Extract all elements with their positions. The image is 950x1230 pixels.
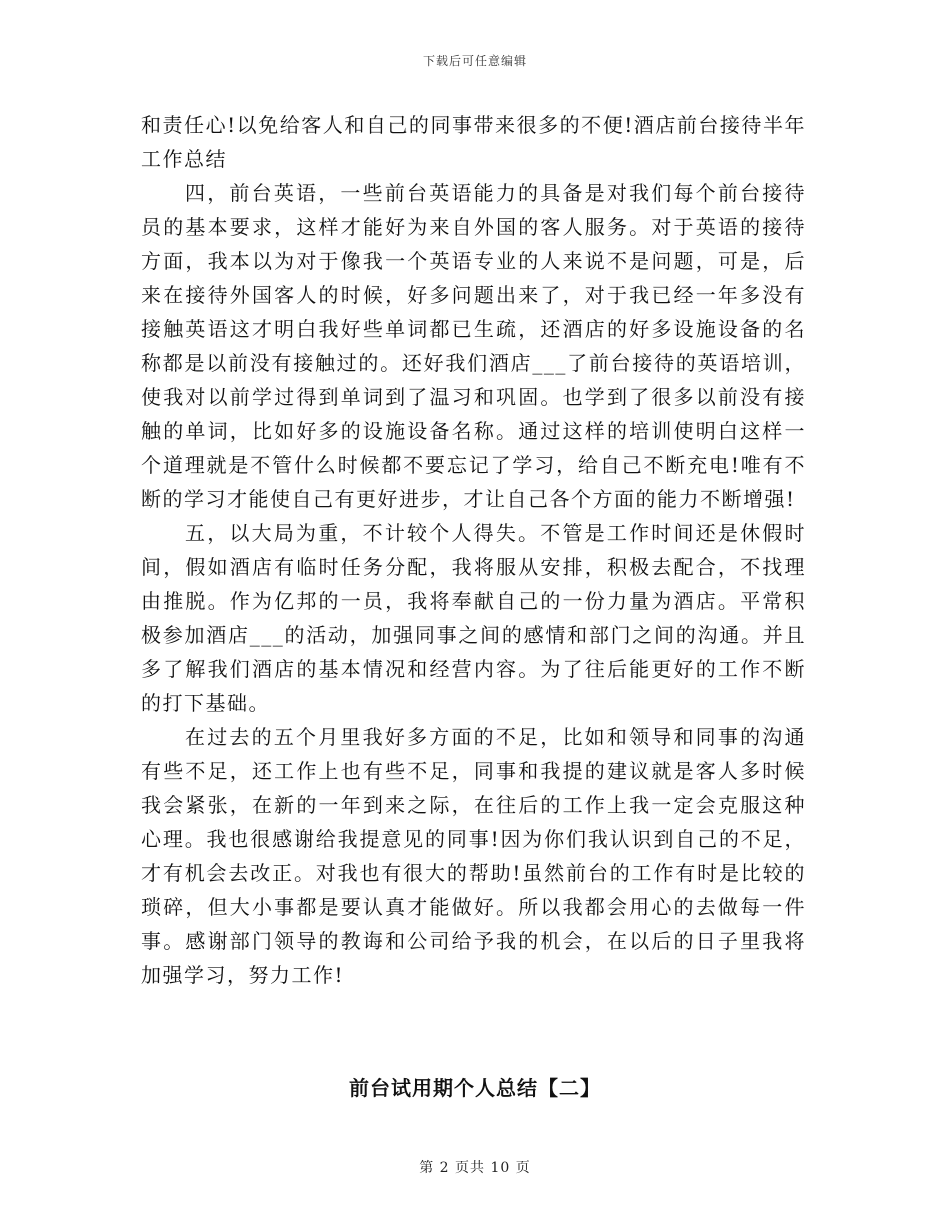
paragraph-3: 五，以大局为重，不计较个人得失。不管是工作时间还是休假时间，假如酒店有临时任务分配，我将服从安排，积极去配合，不找理由推脱。作为亿邦的一员，我将奉献自己的一份力量为酒店。平常积极参加酒店___的活动，加强同事之间的感情和部门之间的沟通。并且多了解我们酒店的基本情况和经营内容。为了往后能更好的工作不断的打下基础。 xyxy=(141,521,806,715)
paragraph-1: 和责任心!以免给客人和自己的同事带来很多的不便!酒店前台接待半年工作总结 xyxy=(141,113,806,171)
section-heading: 前台试用期个人总结【二】 xyxy=(349,1076,601,1100)
page-number: 第 2 页共 10 页 xyxy=(419,1160,531,1176)
paragraph-2: 四，前台英语，一些前台英语能力的具备是对我们每个前台接待员的基本要求，这样才能好为来自外国的客人服务。对于英语的接待方面，我本以为对于像我一个英语专业的人来说不是问题，可是，后来在接待外国客人的时候，好多问题出来了，对于我已经一年多没有接触英语这才明白我好些单词都已生疏，还酒店的好多设施设备的名称都是以前没有接触过的。还好我们酒店___了前台接待的英语培训，使我对以前学过得到单词到了温习和巩固。也学到了很多以前没有接触的单词，比如好多的设施设备名称。通过这样的培训使明白这样一个道理就是不管什么时候都不要忘记了学习，给自己不断充电!唯有不断的学习才能使自己有更好进步，才让自己各个方面的能力不断增强! xyxy=(141,181,806,511)
paragraph-4: 在过去的五个月里我好多方面的不足，比如和领导和同事的沟通有些不足，还工作上也有些不足，同事和我提的建议就是客人多时候我会紧张，在新的一年到来之际，在往后的工作上我一定会克服这种心理。我也很感谢给我提意见的同事!因为你们我认识到自己的不足，才有机会去改正。对我也有很大的帮助!虽然前台的工作有时是比较的琐碎，但大小事都是要认真才能做好。所以我都会用心的去做每一件事。感谢部门领导的教诲和公司给予我的机会，在以后的日子里我将加强学习，努力工作! xyxy=(141,725,806,987)
header-note: 下载后可任意编辑 xyxy=(422,54,527,68)
body-text xyxy=(141,108,806,992)
